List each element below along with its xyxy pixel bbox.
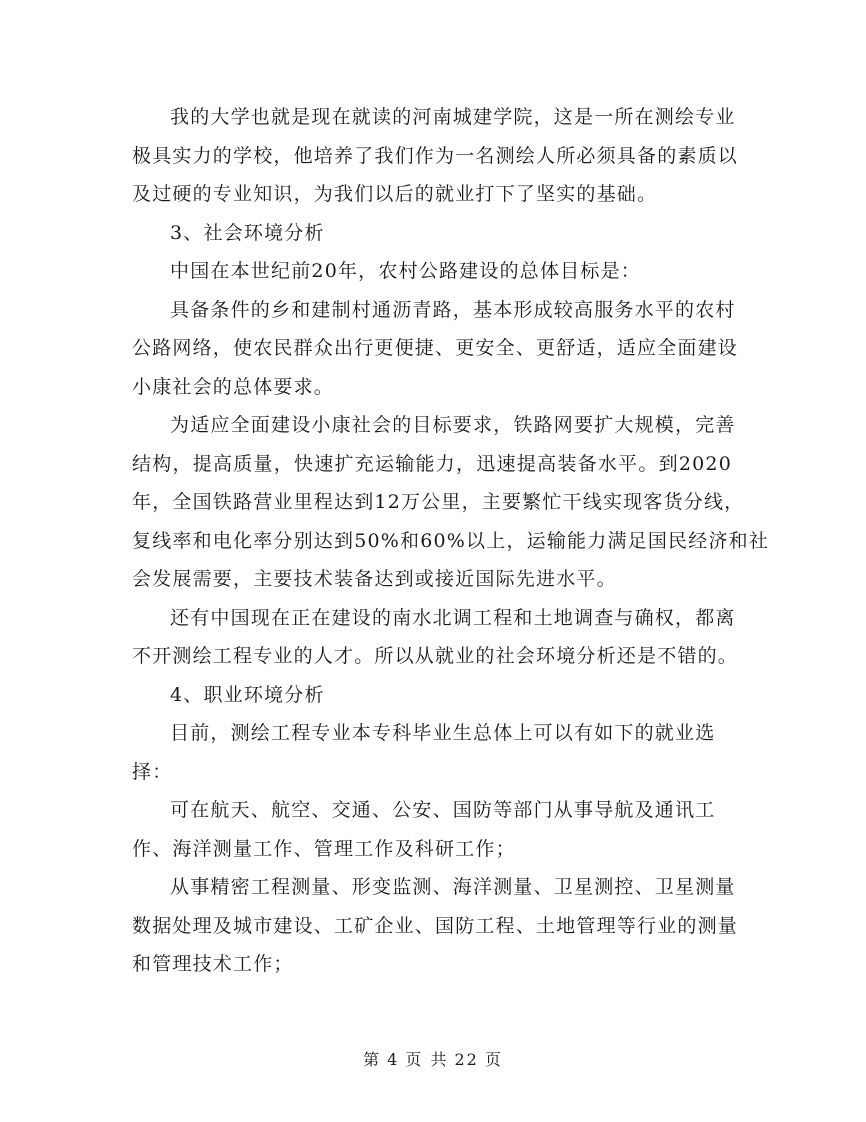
footer-page-number: 4: [387, 1050, 400, 1069]
text-line: 我的大学也就是现在就读的河南城建学院，这是一所在测绘专业: [170, 106, 736, 128]
text-line: 极具实力的学校，他培养了我们作为一名测绘人所必须具备的素质以: [132, 144, 739, 167]
text-line: 结构，提高质量，快速扩充运输能力，迅速提高装备水平。到2020: [132, 452, 732, 475]
text-line: 中国在本世纪前20年，农村公路建设的总体目标是：: [170, 260, 641, 282]
text-line: 具备条件的乡和建制村通沥青路，基本形成较高服务水平的农村: [170, 298, 736, 321]
footer-prefix: 第: [363, 1050, 382, 1069]
text-line: 可在航天、航空、交通、公安、国防等部门从事导航及通讯工: [170, 799, 716, 821]
text-line: 数据处理及城市建设、工矿企业、国防工程、土地管理等行业的测量: [132, 914, 739, 937]
text-line: 3、社会环境分析: [170, 221, 325, 244]
text-line: 及过硬的专业知识，为我们以后的就业打下了坚实的基础。: [132, 183, 658, 205]
footer-suffix: 页: [484, 1050, 503, 1069]
text-line: 年，全国铁路营业里程达到12万公里，主要繁忙干线实现客货分线，: [132, 491, 745, 513]
text-line: 从事精密工程测量、形变监测、海洋测量、卫星测控、卫星测量: [170, 876, 736, 898]
text-line: 4、职业环境分析: [170, 683, 325, 706]
text-line: 复线率和电化率分别达到50%和60%以上，运输能力满足国民经济和社: [132, 529, 770, 552]
text-line: 和管理技术工作；: [132, 953, 294, 975]
footer-middle: 页 共: [405, 1050, 449, 1069]
text-line: 择：: [132, 760, 173, 783]
footer-total-pages: 22: [454, 1050, 479, 1069]
text-line: 目前，测绘工程专业本专科毕业生总体上可以有如下的就业选: [170, 722, 716, 744]
page-footer: [0, 1048, 866, 1072]
text-line: 还有中国现在正在建设的南水北调工程和土地调查与确权，都离: [170, 606, 736, 629]
document-body: [132, 98, 770, 984]
text-line: 公路网络，使农民群众出行更便捷、更安全、更舒适，适应全面建设: [132, 337, 739, 359]
text-line: 小康社会的总体要求。: [132, 375, 335, 398]
text-line: 不开测绘工程专业的人才。所以从就业的社会环境分析还是不错的。: [132, 645, 739, 667]
text-line: 作、海洋测量工作、管理工作及科研工作；: [132, 837, 516, 860]
text-line: 会发展需要，主要技术装备达到或接近国际先进水平。: [132, 568, 617, 590]
text-line: 为适应全面建设小康社会的目标要求，铁路网要扩大规模，完善: [170, 414, 736, 436]
